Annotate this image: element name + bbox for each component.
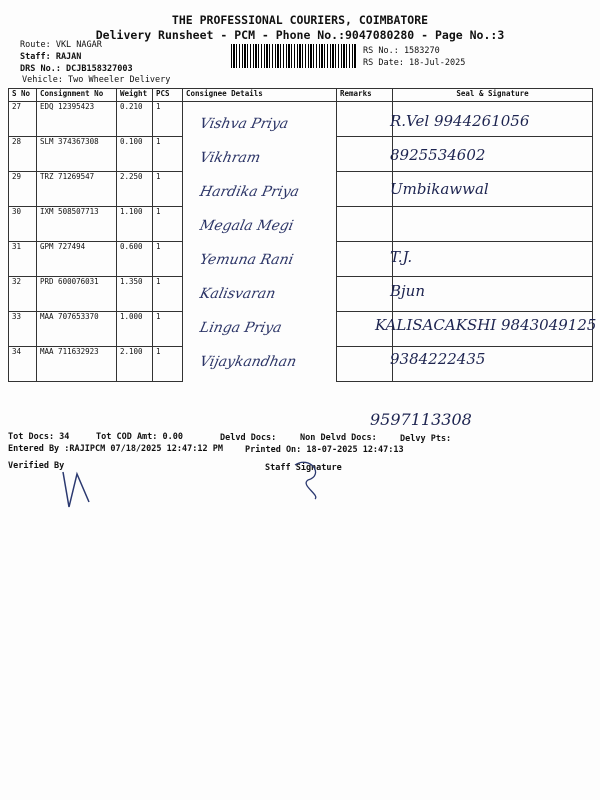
- cell-sno: 30: [9, 207, 37, 242]
- cell-consignment-no: IXM 508507713: [37, 207, 117, 242]
- cell-pcs: 1: [153, 102, 183, 137]
- cell-weight: 0.100: [117, 137, 153, 172]
- header-pcs: PCS: [153, 89, 183, 102]
- company-name: THE PROFESSIONAL COURIERS, COIMBATORE: [171, 13, 429, 27]
- extra-seal-signature: 9597113308: [370, 410, 472, 429]
- header-consignment: Consignment No: [37, 89, 117, 102]
- rs-date: RS Date: 18-Jul-2025: [363, 58, 466, 68]
- cell-weight: 0.600: [117, 242, 153, 277]
- seal-signature: 8925534602: [390, 146, 486, 164]
- cell-consignment-no: TRZ 71269547: [37, 172, 117, 207]
- table-row: [9, 347, 593, 382]
- cell-sno: 27: [9, 102, 37, 137]
- vehicle: Vehicle: Two Wheeler Delivery: [22, 75, 171, 85]
- cell-consignment-no: PRD 600076031: [37, 277, 117, 312]
- seal-signature: Bjun: [390, 282, 425, 300]
- consignee-signature: Megala Megi: [198, 218, 295, 234]
- cell-weight: 1.350: [117, 277, 153, 312]
- cell-weight: 0.210: [117, 102, 153, 137]
- cell-remarks: [337, 207, 393, 242]
- cell-consignment-no: GPM 727494: [37, 242, 117, 277]
- cell-remarks: [337, 242, 393, 277]
- cell-consignment-no: SLM 374367308: [37, 137, 117, 172]
- table-row: [9, 172, 593, 207]
- header-remarks: Remarks: [337, 89, 393, 102]
- consignee-signature: Vijaykandhan: [198, 354, 298, 370]
- tot-docs: Tot Docs: 34: [8, 432, 70, 442]
- seal-signature: KALISACAKSHI 9843049125: [375, 316, 597, 334]
- cell-remarks: [337, 102, 393, 137]
- consignee-signature: Linga Priya: [198, 320, 284, 336]
- cell-weight: 1.100: [117, 207, 153, 242]
- cell-consignment-no: MAA 711632923: [37, 347, 117, 382]
- drs-no: DRS No.: DCJB158327003: [20, 64, 133, 74]
- cell-consignment-no: MAA 707653370: [37, 312, 117, 347]
- runsheet-subtitle: Delivery Runsheet - PCM - Phone No.:9047080280 - Page No.:3: [95, 28, 505, 42]
- cell-seal-signature: [393, 242, 593, 277]
- table-header-row: [9, 89, 593, 102]
- cell-sno: 31: [9, 242, 37, 277]
- consignee-signature: Vishva Priya: [198, 116, 290, 132]
- rs-no: RS No.: 1583270: [363, 46, 440, 56]
- cell-remarks: [337, 172, 393, 207]
- cell-weight: 2.100: [117, 347, 153, 382]
- staff-signature-label: Staff Signature: [265, 463, 342, 473]
- staff-signature-mark: [290, 455, 335, 500]
- cell-sno: 33: [9, 312, 37, 347]
- consignee-signature: Hardika Priya: [198, 184, 301, 200]
- header-seal: Seal & Signature: [393, 89, 593, 102]
- cell-remarks: [337, 137, 393, 172]
- cell-sno: 28: [9, 137, 37, 172]
- header-weight: Weight: [117, 89, 153, 102]
- consignee-signature: Yemuna Rani: [198, 252, 295, 268]
- printed-on: Printed On: 18-07-2025 12:47:13: [245, 445, 404, 455]
- tot-cod-amt: Tot COD Amt: 0.00: [96, 432, 183, 442]
- cell-pcs: 1: [153, 312, 183, 347]
- barcode: [231, 44, 357, 68]
- header-sno: S No: [9, 89, 37, 102]
- seal-signature: T.J.: [390, 248, 413, 266]
- cell-weight: 1.000: [117, 312, 153, 347]
- seal-signature: 9384222435: [390, 350, 486, 368]
- seal-signature: R.Vel 9944261056: [390, 112, 530, 130]
- cell-sno: 29: [9, 172, 37, 207]
- cell-consignment-no: EDQ 12395423: [37, 102, 117, 137]
- delvd-docs: Delvd Docs:: [220, 433, 277, 443]
- non-delvd-docs: Non Delvd Docs:: [300, 433, 377, 443]
- cell-pcs: 1: [153, 172, 183, 207]
- runsheet-table: [8, 88, 593, 382]
- table-row: [9, 137, 593, 172]
- verified-by: Verified By: [8, 461, 65, 471]
- cell-remarks: [337, 347, 393, 382]
- verified-signature-mark: [55, 462, 95, 512]
- table-row: [9, 207, 593, 242]
- cell-pcs: 1: [153, 207, 183, 242]
- consignee-signature: Kalisvaran: [198, 286, 277, 302]
- cell-remarks: [337, 277, 393, 312]
- seal-signature: Umbikawwal: [390, 180, 489, 198]
- cell-pcs: 1: [153, 137, 183, 172]
- table-row: [9, 242, 593, 277]
- cell-pcs: 1: [153, 277, 183, 312]
- cell-weight: 2.250: [117, 172, 153, 207]
- cell-sno: 32: [9, 277, 37, 312]
- cell-pcs: 1: [153, 242, 183, 277]
- entered-by: Entered By :RAJIPCM 07/18/2025 12:47:12 PM: [8, 444, 223, 454]
- route: Route: VKL NAGAR: [20, 40, 102, 50]
- delvy-pts: Delvy Pts:: [400, 434, 452, 444]
- cell-pcs: 1: [153, 347, 183, 382]
- staff: Staff: RAJAN: [20, 52, 82, 62]
- table-row: [9, 277, 593, 312]
- cell-sno: 34: [9, 347, 37, 382]
- cell-seal-signature: [393, 207, 593, 242]
- consignee-signature: Vikhram: [198, 150, 262, 166]
- header-consignee: Consignee Details: [183, 89, 337, 102]
